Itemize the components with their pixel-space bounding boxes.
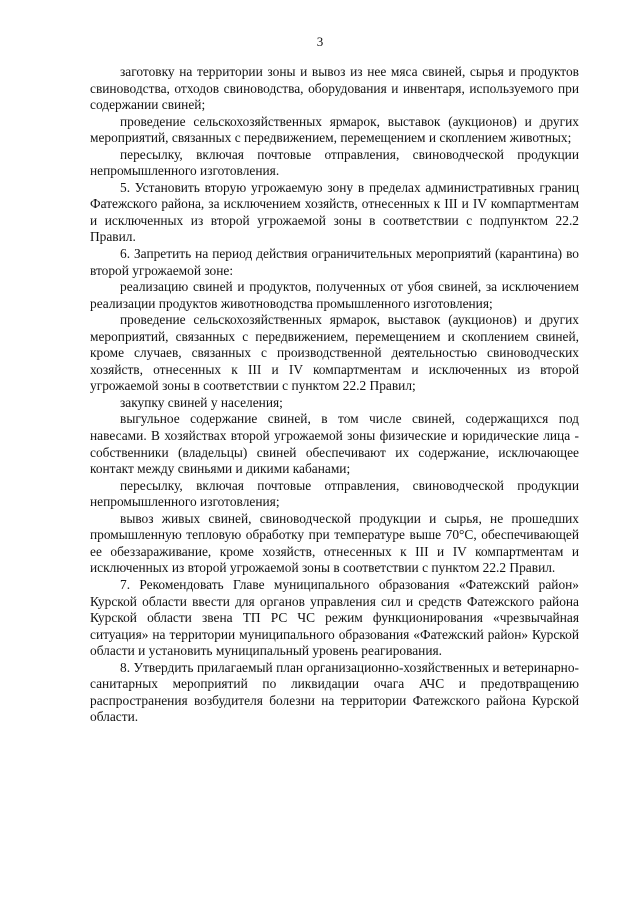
paragraph: проведение сельскохозяйственных ярмарок, выставок (аукционов) и других мероприятий, связанных с передвижением, перемещением и скоплением животных; xyxy=(90,113,579,146)
paragraph: заготовку на территории зоны и вывоз из нее мяса свиней, сырья и продуктов свиноводства, отходов свиноводства, оборудования и инвентаря, используемого при содержании свиней; xyxy=(90,64,579,113)
document-body xyxy=(90,64,579,726)
page-number: 3 xyxy=(316,34,324,49)
paragraph: пересылку, включая почтовые отправления, свиноводческой продукции непромышленного изготовления; xyxy=(90,477,579,510)
paragraph: проведение сельскохозяйственных ярмарок, выставок (аукционов) и других мероприятий, связанных с передвижением, перемещением и скоплением свиней, кроме случаев, связанных с производственной деятельностью свиноводческих хозяйств, отнесенных к III и IV компартментам и исключенных из второй угрожаемой зоны в соответствии с пунктом 22.2 Правил; xyxy=(90,312,579,394)
paragraph: закупку свиней у населения; xyxy=(120,394,283,410)
paragraph: 8. Утвердить прилагаемый план организационно-хозяйственных и ветеринарно-санитарных мероприятий по ликвидации очага АЧС и предотвращению распространения возбудителя болезни на территории Фатежского района Курской области. xyxy=(90,659,579,725)
paragraph: выгульное содержание свиней, в том числе свиней, содержащихся под навесами. В хозяйствах второй угрожаемой зоны физические и юридические лица - собственники (владельцы) свиней обеспечивают их содержание, исключающее контакт между свиньями и дикими кабанами; xyxy=(90,411,579,477)
paragraph: вывоз живых свиней, свиноводческой продукции и сырья, не прошедших промышленную тепловую обработку при температуре выше 70°C, обеспечивающей ее обеззараживание, кроме хозяйств, отнесенных к III и IV компартментам и исключенных из второй угрожаемой зоны в соответствии с пунктом 22.2 Правил. xyxy=(90,510,579,576)
paragraph: реализацию свиней и продуктов, полученных от убоя свиней, за исключением реализации продуктов животноводства промышленного изготовления; xyxy=(90,279,579,311)
paragraph: 6. Запретить на период действия ограничительных мероприятий (карантина) во второй угрожаемой зоне: xyxy=(90,246,579,278)
paragraph: 5. Установить вторую угрожаемую зону в пределах административных границ Фатежского района, за исключением хозяйств, отнесенных к III и IV компартментам и исключенных из второй угрожаемой зоны в соответствии с подпунктом 22.2 Правил. xyxy=(90,179,579,245)
paragraph: пересылку, включая почтовые отправления, свиноводческой продукции непромышленного изготовления. xyxy=(90,146,579,179)
paragraph: 7. Рекомендовать Главе муниципального образования «Фатежский район» Курской области ввести для органов управления сил и средств Фатежского района Курской области звена ТП РС ЧС режим функционирования «чрезвычайная ситуация» на территории муниципального образования «Фатежский район» Курской области и установить муниципальный уровень реагирования. xyxy=(90,576,579,659)
